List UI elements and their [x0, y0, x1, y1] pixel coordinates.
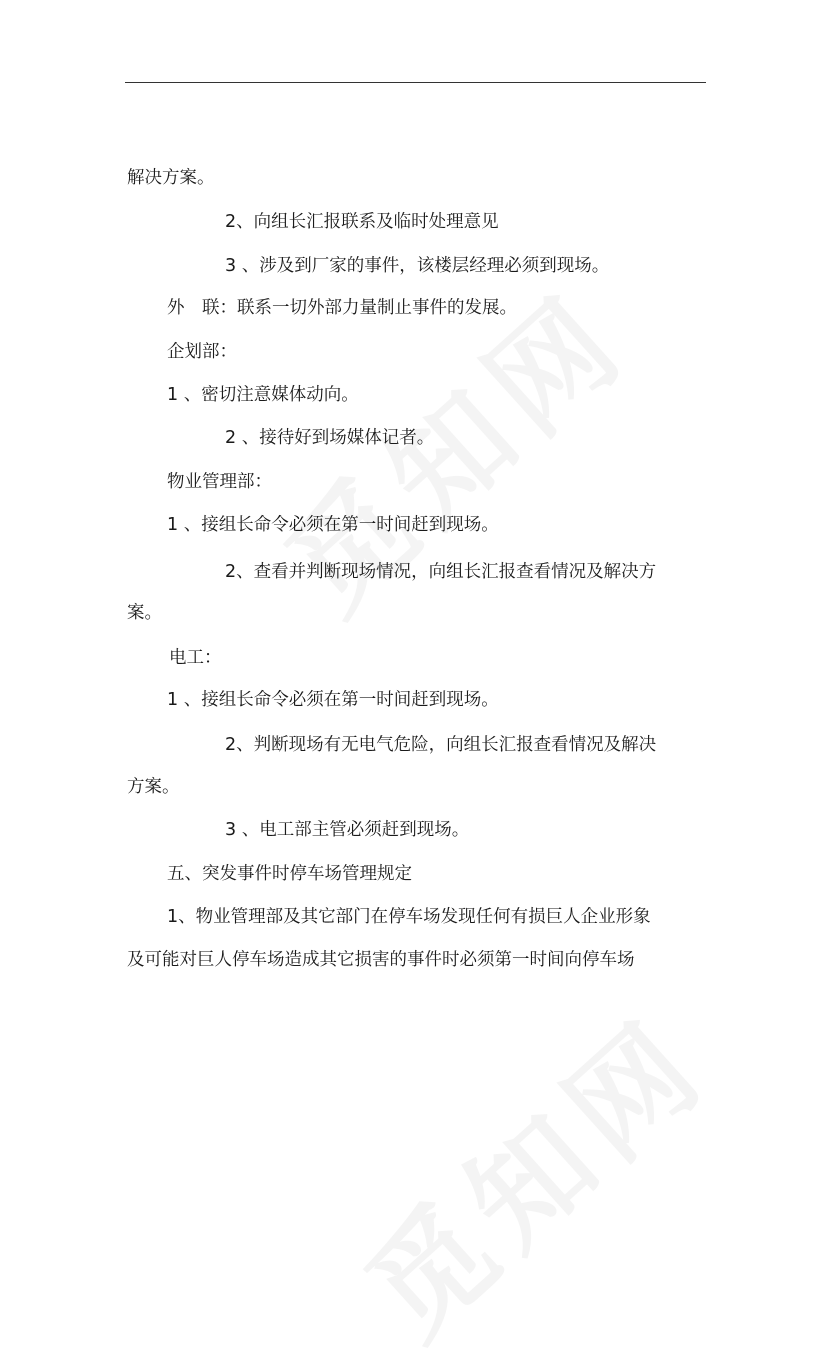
section-heading: 企划部：	[167, 342, 237, 362]
body-line: 3 、涉及到厂家的事件，该楼层经理必须到现场。	[225, 256, 610, 276]
body-line: 1 、接组长命令必须在第一时间赶到现场。	[167, 515, 499, 535]
section-heading: 物业管理部：	[167, 472, 272, 492]
section-heading: 电工：	[169, 648, 222, 668]
body-line: 2、向组长汇报联系及临时处理意见	[225, 212, 499, 232]
body-line: 外 联：联系一切外部力量制止事件的发展。	[167, 298, 517, 318]
body-line: 解决方案。	[127, 168, 215, 188]
body-line: 1 、密切注意媒体动向。	[167, 385, 359, 405]
body-line: 案。	[127, 603, 162, 623]
body-line: 2、查看并判断现场情况，向组长汇报查看情况及解决方	[225, 562, 657, 582]
body-line: 1 、接组长命令必须在第一时间赶到现场。	[167, 690, 499, 710]
body-line: 2 、接待好到场媒体记者。	[225, 428, 435, 448]
watermark-text	[324, 973, 738, 1369]
section-heading: 五、突发事件时停车场管理规定	[167, 864, 412, 884]
body-line: 1、物业管理部及其它部门在停车场发现任何有损巨人企业形象	[167, 907, 651, 927]
body-line: 3 、电工部主管必须赶到现场。	[225, 820, 470, 840]
body-line: 方案。	[127, 777, 180, 797]
header-rule	[125, 82, 706, 83]
body-line: 2、判断现场有无电气危险，向组长汇报查看情况及解决	[225, 735, 657, 755]
body-line: 及可能对巨人停车场造成其它损害的事件时必须第一时间向停车场	[127, 950, 635, 970]
